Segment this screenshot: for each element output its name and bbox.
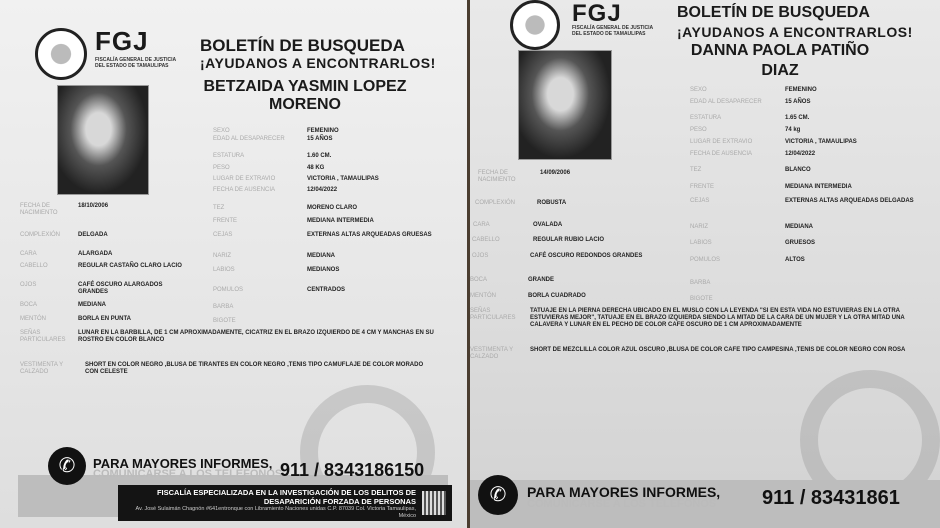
fgj-seal-logo bbox=[510, 0, 560, 50]
field-label: PESO bbox=[213, 165, 230, 171]
field-value: ALARGADA bbox=[78, 251, 113, 257]
field-label: NARIZ bbox=[690, 224, 708, 230]
fgj-subtitle: FISCALÍA GENERAL DE JUSTICIA DEL ESTADO DE TAMAULIPAS bbox=[95, 57, 176, 69]
field-value: 18/10/2006 bbox=[78, 203, 109, 209]
field-label: LUGAR DE EXTRAVIO bbox=[213, 176, 276, 182]
person-photo bbox=[518, 50, 612, 160]
field-label: PESO bbox=[690, 127, 707, 133]
bulletin-left bbox=[0, 0, 467, 528]
field-label: BOCA bbox=[470, 277, 488, 283]
field-label: ESTATURA bbox=[213, 153, 245, 159]
field-label: LABIOS bbox=[690, 240, 712, 246]
phone-icon: ✆ bbox=[478, 475, 518, 515]
field-label: MENTÓN bbox=[20, 316, 46, 322]
field-label: NARIZ bbox=[213, 253, 231, 259]
field-label: LUGAR DE EXTRAVIO bbox=[690, 139, 753, 145]
fgj-acronym: FGJ bbox=[95, 26, 149, 56]
field-value: MEDIANA INTERMEDIA bbox=[785, 184, 852, 190]
field-label: BARBA bbox=[690, 280, 711, 286]
field-value: 48 KG bbox=[307, 165, 325, 171]
field-value: ROBUSTA bbox=[537, 200, 567, 206]
contact-subheading: COMUNICARSE A LOS TELEFONOS bbox=[93, 468, 283, 480]
field-label: OJOS bbox=[472, 253, 489, 259]
field-value: SHORT EN COLOR NEGRO ,BLUSA DE TIRANTES EN COLOR NEGRO ,TENIS TIPO CAMUFLAJE DE COLOR MORADO CON CELESTE bbox=[85, 362, 424, 375]
field-label: FRENTE bbox=[690, 184, 714, 190]
contact-heading: PARA MAYORES INFORMES, bbox=[93, 456, 273, 471]
field-value: MEDIANOS bbox=[307, 267, 340, 273]
field-label: CEJAS bbox=[213, 232, 233, 238]
field-label: SEÑAS PARTICULARES bbox=[470, 308, 516, 321]
field-label: FECHA DE NACIMIENTO bbox=[20, 203, 58, 216]
office-address-bar bbox=[118, 485, 452, 521]
contact-subheading: COMUNICARSE A LOS TELEFONOS bbox=[527, 498, 717, 510]
field-value: REGULAR CASTAÑO CLARO LACIO bbox=[78, 263, 182, 269]
field-value: MORENO CLARO bbox=[307, 205, 357, 211]
field-value: 12/04/2022 bbox=[307, 187, 338, 193]
field-value: EXTERNAS ALTAS ARQUEADAS DELGADAS bbox=[785, 198, 914, 204]
field-value: BORLA EN PUNTA bbox=[78, 316, 131, 322]
fgj-subtitle: FISCALÍA GENERAL DE JUSTICIA DEL ESTADO DE TAMAULIPAS bbox=[572, 25, 653, 37]
field-label: COMPLEXIÓN bbox=[20, 232, 61, 238]
field-value: BORLA CUADRADO bbox=[528, 293, 586, 299]
field-value: FEMENINO bbox=[785, 87, 817, 93]
field-label: FECHA DE AUSENCIA bbox=[213, 187, 276, 193]
office-address: Av. José Sulaimán Chagnón #641entronque con Libramiento Naciones unidas C.P. 87039 Col. Victoria Tamaulipas, México bbox=[135, 506, 416, 519]
field-label: POMULOS bbox=[690, 257, 721, 263]
field-value: GRUESOS bbox=[785, 240, 816, 246]
field-value: BLANCO bbox=[785, 167, 811, 173]
field-value: FEMENINO bbox=[307, 128, 339, 134]
field-label: CARA bbox=[473, 222, 490, 228]
field-value: TATUAJE EN LA PIERNA DERECHA UBICADO EN EL MUSLO CON LA LEYENDA "SI EN ESTA VIDA NO ESTUVIERAS EN LA OTRA ESTUVIERAS MEJOR", TATUAJE EN EL BRAZO IZQUIERDA SIENDO LA MITAD DE LA CARA DE UN MUJER Y LA OTRA MITAD UNA CALAVERA Y LUNAR EN EL PECHO DE COLOR CAFE OSCURO DE 1 CM APROXIMADAMENTE bbox=[530, 308, 905, 328]
field-label: TEZ bbox=[690, 167, 702, 173]
field-value: MEDIANA bbox=[307, 253, 335, 259]
field-value: MEDIANA bbox=[78, 302, 106, 308]
field-label: SEÑAS PARTICULARES bbox=[20, 330, 66, 343]
field-value: OVALADA bbox=[533, 222, 563, 228]
field-label: FRENTE bbox=[213, 218, 237, 224]
fgj-seal-logo bbox=[35, 28, 87, 80]
contact-phone-number: 911 / 8343186150 bbox=[280, 460, 425, 480]
field-value: CAFÉ OSCURO REDONDOS GRANDES bbox=[530, 253, 643, 259]
field-label: EDAD AL DESAPARECER bbox=[690, 99, 762, 105]
field-value: 14/09/2006 bbox=[540, 170, 571, 176]
field-value: REGULAR RUBIO LACIO bbox=[533, 237, 604, 243]
field-label: ESTATURA bbox=[690, 115, 722, 121]
field-label: BIGOTE bbox=[690, 296, 713, 302]
field-label: VESTIMENTA Y CALZADO bbox=[470, 347, 514, 360]
field-label: FECHA DE AUSENCIA bbox=[690, 151, 753, 157]
field-value: MEDIANA bbox=[785, 224, 813, 230]
office-name: FISCALÍA ESPECIALIZADA EN LA INVESTIGACIÓN DE LOS DELITOS DE DESAPARICIÓN FORZADA DE PERSONAS bbox=[156, 488, 416, 506]
field-label: CARA bbox=[20, 251, 37, 257]
phone-icon: ✆ bbox=[48, 447, 86, 485]
field-value: MEDIANA INTERMEDIA bbox=[307, 218, 374, 224]
field-label: CEJAS bbox=[690, 198, 710, 204]
field-value: EXTERNAS ALTAS ARQUEADAS GRUESAS bbox=[307, 232, 432, 238]
field-value: LUNAR EN LA BARBILLA, DE 1 CM APROXIMADAMENTE, CICATRIZ EN EL BRAZO IZQUIERDO DE 4 CM Y MANCHAS EN SU ROSTRO EN COLOR BLANCO bbox=[78, 330, 434, 343]
bulletin-title: BOLETÍN DE BUSQUEDA bbox=[200, 36, 405, 55]
contact-phone-number: 911 / 83431861 bbox=[762, 487, 900, 509]
field-label: CABELLO bbox=[20, 263, 48, 269]
bulletin-right bbox=[470, 0, 940, 528]
field-label: SEXO bbox=[690, 87, 707, 93]
contact-heading: PARA MAYORES INFORMES, bbox=[527, 484, 721, 500]
field-value: CAFÉ OSCURO ALARGADOS GRANDES bbox=[78, 282, 163, 295]
field-label: POMULOS bbox=[213, 287, 244, 293]
bulletin-subtitle: ¡AYUDANOS A ENCONTRARLOS! bbox=[677, 24, 913, 40]
field-value: DELGADA bbox=[78, 232, 108, 238]
field-label: OJOS bbox=[20, 282, 37, 288]
field-label: SEXO bbox=[213, 128, 230, 134]
field-label: TEZ bbox=[213, 205, 225, 211]
qr-code bbox=[422, 491, 446, 515]
person-name-line2: DIAZ bbox=[761, 62, 799, 79]
field-value: VICTORIA , TAMAULIPAS bbox=[785, 139, 857, 145]
field-value: SHORT DE MEZCLILLA COLOR AZUL OSCURO ,BLUSA DE COLOR CAFE TIPO CAMPESINA ,TENIS DE COLOR NEGRO CON ROSA bbox=[530, 347, 906, 353]
field-value: 15 AÑOS bbox=[307, 136, 333, 142]
person-photo bbox=[57, 85, 149, 195]
field-value: ALTOS bbox=[785, 257, 805, 263]
field-label: BARBA bbox=[213, 304, 234, 310]
field-label: EDAD AL DESAPARECER bbox=[213, 136, 285, 142]
field-value: VICTORIA , TAMAULIPAS bbox=[307, 176, 379, 182]
person-name-line1: BETZAIDA YASMIN LOPEZ bbox=[203, 78, 407, 95]
field-label: LABIOS bbox=[213, 267, 235, 273]
field-value: 12/04/2022 bbox=[785, 151, 816, 157]
field-label: MENTÓN bbox=[470, 293, 496, 299]
field-value: GRANDE bbox=[528, 277, 555, 283]
person-name-line1: DANNA PAOLA PATIÑO bbox=[690, 42, 870, 59]
field-label: BOCA bbox=[20, 302, 38, 308]
field-value: 1.60 CM. bbox=[307, 153, 332, 159]
bulletin-title: BOLETÍN DE BUSQUEDA bbox=[677, 4, 870, 21]
field-label: COMPLEXIÓN bbox=[475, 200, 516, 206]
person-name-line2: MORENO bbox=[269, 96, 341, 113]
field-value: CENTRADOS bbox=[307, 287, 346, 293]
field-value: 15 AÑOS bbox=[785, 99, 811, 105]
field-label: FECHA DE NACIMIENTO bbox=[478, 170, 516, 183]
fgj-acronym: FGJ bbox=[572, 0, 622, 27]
field-label: VESTIMENTA Y CALZADO bbox=[20, 362, 64, 375]
field-value: 74 kg bbox=[785, 127, 801, 133]
field-label: BIGOTE bbox=[213, 318, 236, 324]
bulletin-subtitle: ¡AYUDANOS A ENCONTRARLOS! bbox=[200, 55, 436, 71]
field-label: CABELLO bbox=[472, 237, 500, 243]
field-value: 1.65 CM. bbox=[785, 115, 810, 121]
